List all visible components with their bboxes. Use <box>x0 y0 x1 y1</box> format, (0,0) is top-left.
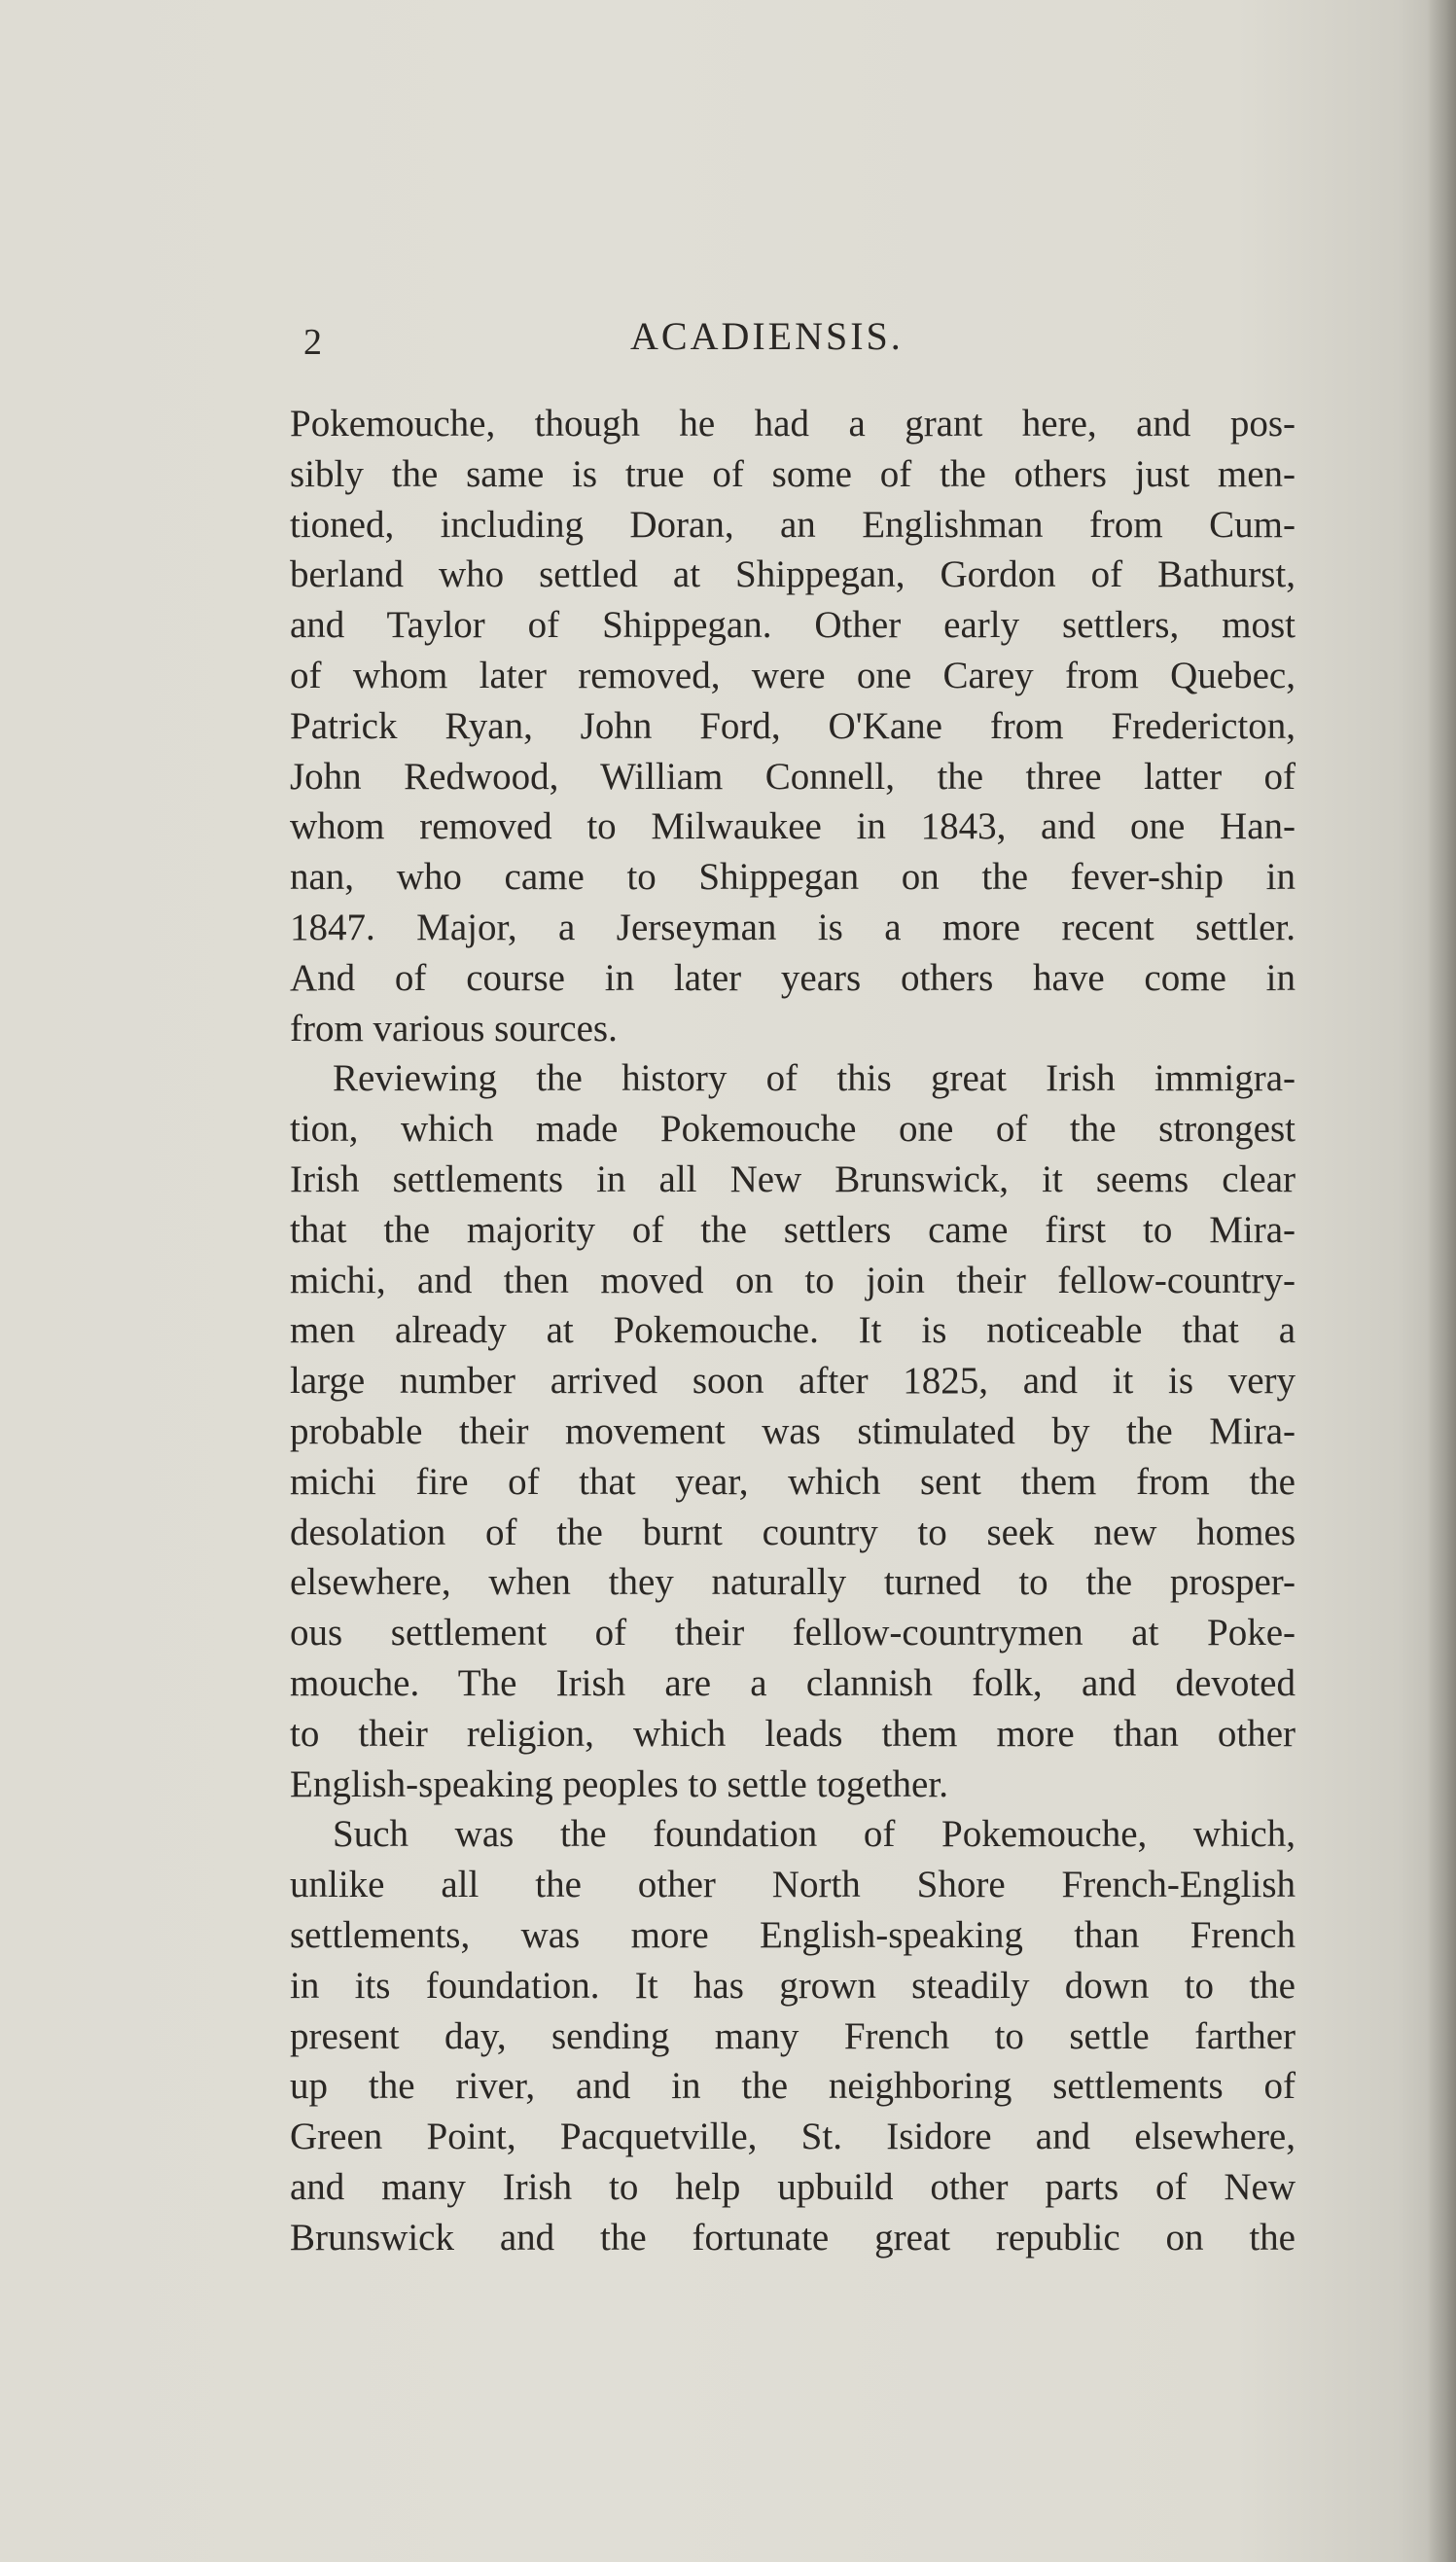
text-line: And of course in later years others have come in <box>290 956 1296 999</box>
text-line: in its foundation. It has grown steadily down to the <box>290 1964 1296 2007</box>
text-line: English-speaking peoples to settle together. <box>290 1762 948 1805</box>
text-line: berland who settled at Shippegan, Gordon of Bathurst, <box>290 553 1296 596</box>
text-line: whom removed to Milwaukee in 1843, and one Han- <box>290 805 1296 848</box>
running-head: ACADIENSIS. <box>630 314 904 358</box>
text-line: to their religion, which leads them more than other <box>290 1712 1296 1755</box>
text-line: desolation of the burnt country to seek new homes <box>290 1511 1296 1553</box>
text-line: ous settlement of their fellow-countrymen at Poke- <box>290 1612 1296 1655</box>
text-line: 1847. Major, a Jerseyman is a more recent settler. <box>290 906 1296 948</box>
text-line: large number arrived soon after 1825, and it is very <box>290 1360 1296 1403</box>
text-line: men already at Pokemouche. It is noticeable that a <box>290 1309 1296 1352</box>
text-line: unlike all the other North Shore French-English <box>290 1864 1296 1906</box>
text-line: tioned, including Doran, an Englishman from Cum- <box>290 503 1296 546</box>
text-line: Green Point, Pacquetville, St. Isidore and elsewhere, <box>290 2116 1296 2158</box>
text-line: sibly the same is true of some of the others just men- <box>290 452 1296 495</box>
body-text <box>290 399 1296 2262</box>
text-line: up the river, and in the neighboring settlements of <box>290 2065 1296 2108</box>
text-line: and Taylor of Shippegan. Other early settlers, most <box>290 604 1296 647</box>
text-line: settlements, was more English-speaking than French <box>290 1913 1296 1956</box>
paragraph <box>290 399 1296 1053</box>
text-line: probable their movement was stimulated by the Mira- <box>290 1409 1296 1452</box>
text-line: mouche. The Irish are a clannish folk, and devoted <box>290 1661 1296 1704</box>
page-edge-shadow <box>1427 0 1456 2562</box>
text-line: michi fire of that year, which sent them from the <box>290 1460 1296 1503</box>
text-line: Brunswick and the fortunate great republic on the <box>290 2216 1296 2259</box>
text-line: elsewhere, when they naturally turned to the prosper- <box>290 1561 1296 1604</box>
text-line: John Redwood, William Connell, the three latter of <box>290 755 1296 798</box>
text-line: Patrick Ryan, John Ford, O'Kane from Fredericton, <box>290 704 1296 747</box>
text-line: Pokemouche, though he had a grant here, and pos- <box>290 403 1296 445</box>
text-line: of whom later removed, were one Carey from Quebec, <box>290 654 1296 696</box>
text-line: nan, who came to Shippegan on the fever-ship in <box>290 856 1296 899</box>
paragraph <box>290 1809 1296 2262</box>
text-line: Such was the foundation of Pokemouche, which, <box>333 1813 1296 1856</box>
paragraph <box>290 1053 1296 1809</box>
text-line: that the majority of the settlers came first to Mira- <box>290 1208 1296 1251</box>
text-line: tion, which made Pokemouche one of the strongest <box>290 1108 1296 1151</box>
text-line: from various sources. <box>290 1007 618 1050</box>
page-header <box>292 313 1303 372</box>
page-number: 2 <box>303 322 323 363</box>
text-line: Reviewing the history of this great Irish immigra- <box>333 1057 1296 1100</box>
text-line: and many Irish to help upbuild other parts of New <box>290 2165 1296 2208</box>
text-line: Irish settlements in all New Brunswick, it seems clear <box>290 1157 1296 1200</box>
text-line: present day, sending many French to settle farther <box>290 2014 1296 2057</box>
text-line: michi, and then moved on to join their fellow-country- <box>290 1259 1296 1301</box>
